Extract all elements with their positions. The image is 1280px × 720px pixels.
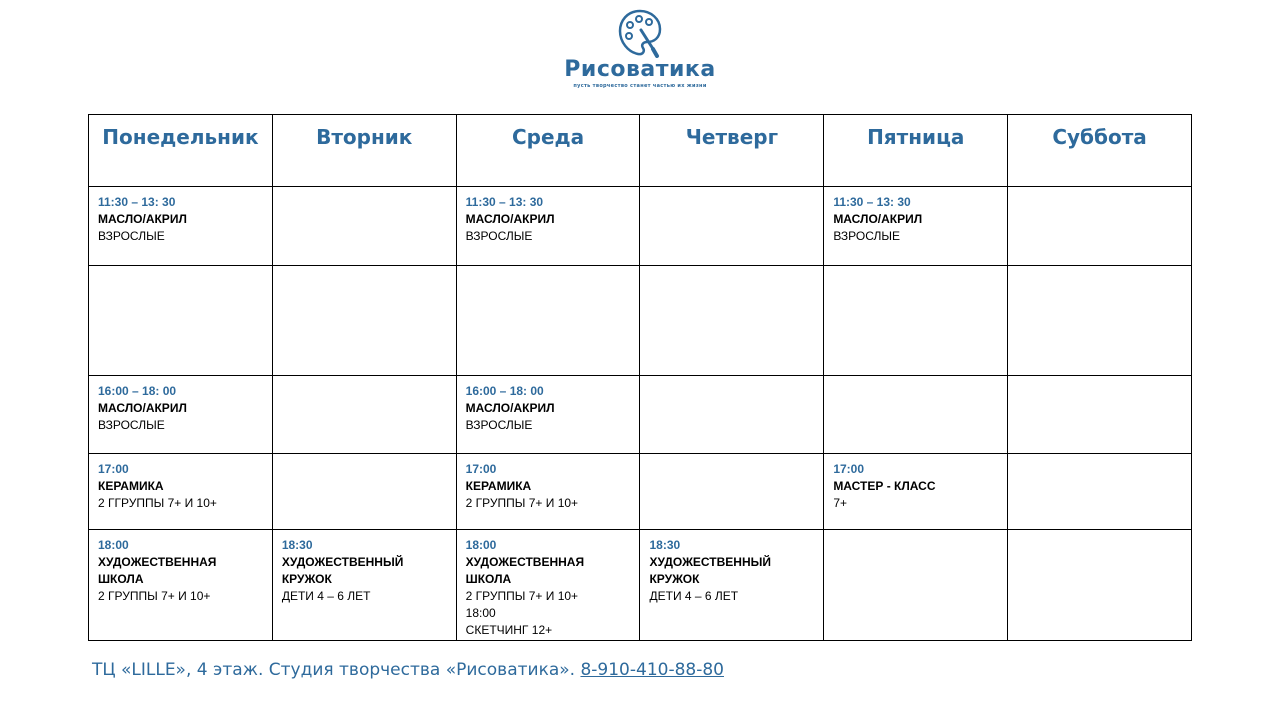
schedule-row <box>89 266 1192 376</box>
class-note: ВЗРОСЛЫЕ <box>465 229 533 243</box>
class-time: 17:00 <box>465 462 497 476</box>
class-title: МАСЛО/АКРИЛ <box>98 401 187 415</box>
class-note: ДЕТИ 4 – 6 ЛЕТ <box>649 589 739 603</box>
schedule-cell <box>272 266 456 376</box>
class-time: 11:30 – 13: 30 <box>465 195 544 209</box>
day-header: Среда <box>456 115 640 187</box>
class-note: 2 ГГРУППЫ 7+ И 10+ <box>98 496 217 510</box>
class-note: 2 ГРУППЫ 7+ И 10+ <box>465 496 579 510</box>
schedule-cell <box>640 530 824 641</box>
schedule-cell <box>89 454 273 530</box>
palette-icon <box>617 8 663 58</box>
class-note: ВЗРОСЛЫЕ <box>465 418 533 432</box>
brand-logo <box>560 8 720 102</box>
schedule-cell <box>456 187 640 266</box>
class-time: 18:00 <box>465 538 497 552</box>
class-time: 17:00 <box>833 462 865 476</box>
class-time: 18:00 <box>98 538 129 552</box>
class-title: МАСЛО/АКРИЛ <box>465 401 555 415</box>
schedule-cell <box>272 376 456 454</box>
day-header: Вторник <box>272 115 456 187</box>
schedule-cell <box>456 454 640 530</box>
class-note: 2 ГРУППЫ 7+ И 10+ <box>98 589 211 603</box>
schedule-cell <box>456 530 640 641</box>
class-entry <box>457 376 640 434</box>
class-title: ХУДОЖЕСТВЕННАЯ ШКОЛА <box>98 555 217 586</box>
schedule-cell <box>89 530 273 641</box>
day-header: Понедельник <box>89 115 273 187</box>
class-entry <box>89 530 272 605</box>
schedule-cell <box>272 454 456 530</box>
schedule-cell <box>824 376 1008 454</box>
schedule-cell <box>640 454 824 530</box>
class-entry <box>273 530 456 605</box>
class-title: ХУДОЖЕСТВЕННЫЙ КРУЖОК <box>281 555 404 586</box>
class-entry <box>89 187 272 245</box>
footer-phone[interactable]: 8-910-410-88-80 <box>580 660 724 680</box>
class-note: ВЗРОСЛЫЕ <box>98 229 165 243</box>
class-entry <box>89 376 272 434</box>
schedule-cell <box>824 187 1008 266</box>
schedule-cell <box>1008 187 1192 266</box>
schedule-cell <box>272 187 456 266</box>
schedule-row <box>89 187 1192 266</box>
schedule-cell <box>1008 454 1192 530</box>
day-header: Четверг <box>640 115 824 187</box>
class-title: МАСЛО/АКРИЛ <box>98 212 187 226</box>
class-note: 7+ <box>833 496 847 510</box>
schedule-cell <box>640 266 824 376</box>
class-title: ХУДОЖЕСТВЕННАЯ ШКОЛА <box>465 555 585 586</box>
schedule-row <box>89 376 1192 454</box>
class-note: ВЗРОСЛЫЕ <box>98 418 165 432</box>
schedule-cell <box>89 187 273 266</box>
class-title: КЕРАМИКА <box>98 479 164 493</box>
schedule-cell <box>456 376 640 454</box>
class-entry <box>89 454 272 512</box>
class-time: 11:30 – 13: 30 <box>98 195 176 209</box>
class-note: 18:00 <box>465 606 496 620</box>
class-entry <box>457 454 640 512</box>
schedule-cell <box>456 266 640 376</box>
class-note: ДЕТИ 4 – 6 ЛЕТ <box>281 589 371 603</box>
schedule-row <box>89 530 1192 641</box>
day-header-row <box>89 115 1192 187</box>
class-title: МАСЛО/АКРИЛ <box>465 212 555 226</box>
class-note: 2 ГРУППЫ 7+ И 10+ <box>465 589 579 603</box>
class-title: МАСЛО/АКРИЛ <box>833 212 923 226</box>
class-title: ХУДОЖЕСТВЕННЫЙ КРУЖОК <box>649 555 771 586</box>
schedule-cell <box>89 376 273 454</box>
schedule-cell <box>1008 266 1192 376</box>
class-title: МАСТЕР - КЛАСС <box>833 479 936 493</box>
schedule-cell <box>824 530 1008 641</box>
class-time: 16:00 – 18: 00 <box>465 384 544 398</box>
class-title: КЕРАМИКА <box>465 479 532 493</box>
class-entry <box>824 187 1007 245</box>
footer-info <box>92 660 724 680</box>
class-time: 18:30 <box>281 538 313 552</box>
class-entry <box>457 530 640 639</box>
class-time: 11:30 – 13: 30 <box>833 195 911 209</box>
schedule-cell <box>89 266 273 376</box>
class-entry <box>457 187 640 245</box>
schedule-cell <box>824 266 1008 376</box>
schedule-cell <box>824 454 1008 530</box>
schedule-row <box>89 454 1192 530</box>
class-note: СКЕТЧИНГ 12+ <box>465 623 553 637</box>
class-entry <box>640 530 823 605</box>
class-time: 16:00 – 18: 00 <box>98 384 177 398</box>
brand-tagline: пусть творчество станет частью их жизни <box>573 83 707 89</box>
footer-address: ТЦ «LILLE», 4 этаж. Студия творчества «Рисоватика». <box>92 660 576 680</box>
class-note: ВЗРОСЛЫЕ <box>833 229 901 243</box>
class-time: 18:30 <box>649 538 681 552</box>
schedule-cell <box>272 530 456 641</box>
class-time: 17:00 <box>98 462 129 476</box>
schedule-cell <box>1008 376 1192 454</box>
day-header: Суббота <box>1008 115 1192 187</box>
brand-name: Рисоватика <box>564 57 716 82</box>
day-header: Пятница <box>824 115 1008 187</box>
class-entry <box>824 454 1007 512</box>
schedule-table <box>88 114 1192 641</box>
schedule-cell <box>640 187 824 266</box>
schedule-cell <box>640 376 824 454</box>
schedule-cell <box>1008 530 1192 641</box>
